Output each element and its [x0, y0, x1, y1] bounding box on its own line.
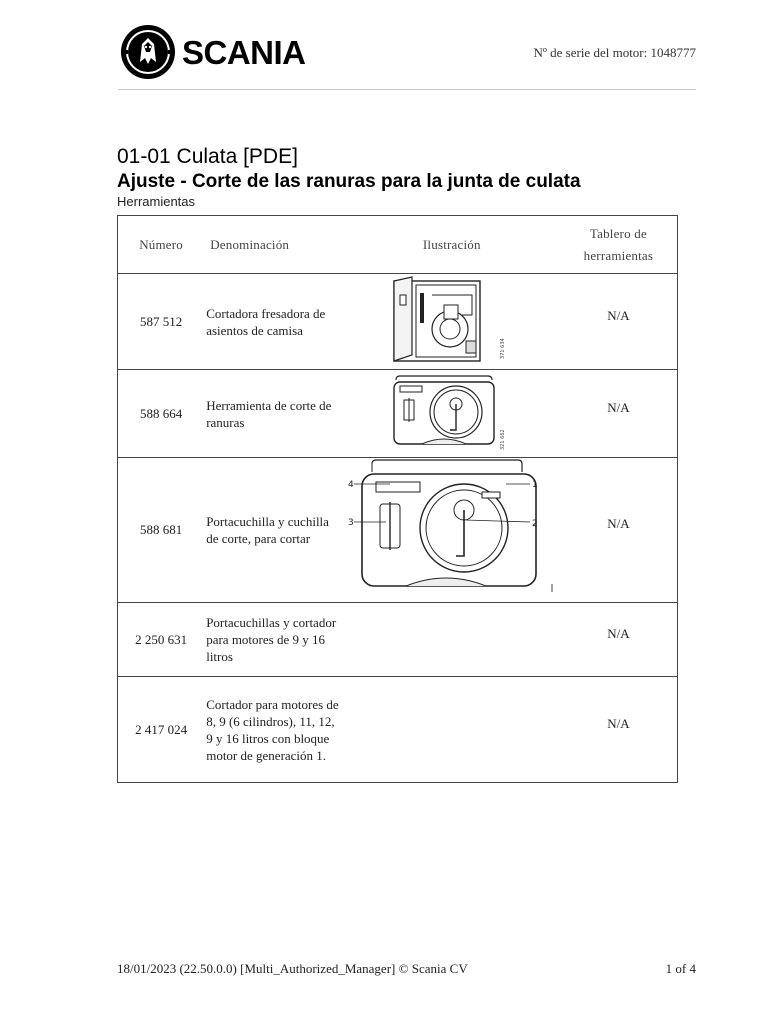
tool-number: 588 681: [118, 458, 205, 603]
header-divider: [118, 89, 696, 90]
tool-board-value: N/A: [607, 399, 630, 415]
page-subtitle: Ajuste - Corte de las ranuras para la junta de culata: [117, 171, 581, 192]
table-row: [118, 274, 678, 370]
tool-board-cell: [560, 274, 678, 370]
callout-4: 4: [347, 480, 354, 490]
tool-board-cell: [560, 458, 678, 603]
page-title: 01-01 Culata [PDE]: [117, 145, 298, 168]
page-header: [0, 0, 768, 90]
section-label: Herramientas: [117, 194, 196, 209]
knife-holder-case-image: [346, 458, 558, 598]
engine-serial-number: Nº de serie del motor: 1048777: [533, 45, 696, 60]
tool-name: Cortador para motores de 8, 9 (6 cilindros), 11, 12, 9 y 16 litros con bloque motor de generación 1.: [206, 696, 339, 763]
tool-name-cell: [204, 603, 344, 677]
tool-board-cell: [560, 677, 678, 783]
tool-illustration-cell: [344, 274, 560, 370]
milling-cutter-case-image: [392, 275, 512, 365]
callout-2: 2: [531, 519, 538, 529]
footer-info: 18/01/2023 (22.50.0.0) [Multi_Authorized_Manager] © Scania CV: [117, 961, 468, 976]
tool-name-cell: [204, 274, 344, 370]
header-name: Denominación: [204, 216, 344, 274]
tool-number: 588 664: [118, 370, 205, 458]
callout-1: 1: [531, 480, 538, 490]
tool-illustration-cell: [344, 370, 560, 458]
brand-wordmark: SCANIA: [182, 34, 306, 71]
tool-number: 2 250 631: [118, 603, 205, 677]
tool-board-value: N/A: [607, 516, 630, 531]
header-number: Número: [118, 216, 205, 274]
tool-board-cell: [560, 370, 678, 458]
tool-number: 2 417 024: [118, 677, 205, 783]
tool-board-value: N/A: [607, 715, 630, 731]
tool-illustration-cell: [344, 458, 560, 603]
table-row: [118, 370, 678, 458]
table-row: [118, 677, 678, 783]
scania-logo: [118, 22, 333, 82]
tool-name-cell: [204, 677, 344, 783]
tool-name: Portacuchilla y cuchilla de corte, para cortar: [206, 514, 329, 546]
tool-illustration-cell: [344, 677, 560, 783]
groove-cutter-case-image: [392, 372, 512, 452]
griffin-badge-icon: [121, 25, 175, 79]
figure-id: 321 662: [499, 428, 506, 450]
tool-board-value: N/A: [607, 625, 630, 641]
header-tool-board-line2: herramientas: [583, 247, 654, 263]
header-tool-board: [560, 216, 678, 274]
header-illustration: Ilustración: [344, 216, 560, 274]
document-titles: [117, 144, 697, 210]
header-tool-board-line1: Tablero de: [589, 225, 647, 241]
tool-name-cell: [204, 458, 344, 603]
page-number: 1 of 4: [665, 961, 696, 976]
tool-name: Cortadora fresadora de asientos de camisa: [206, 305, 326, 338]
tool-board-value: N/A: [607, 307, 630, 323]
figure-id: 371 634: [499, 337, 506, 359]
table-row: [118, 603, 678, 677]
tool-board-cell: [560, 603, 678, 677]
tool-name-cell: [204, 370, 344, 458]
table-header-row: [118, 216, 678, 274]
tool-illustration-cell: [344, 603, 560, 677]
table-row: [118, 458, 678, 603]
tool-name: Herramienta de corte de ranuras: [206, 397, 332, 430]
tool-number: 587 512: [118, 274, 205, 370]
tools-table: [117, 215, 678, 783]
callout-3: 3: [347, 518, 354, 528]
tool-name: Portacuchillas y cortador para motores de 9 y 16 litros: [206, 615, 337, 664]
